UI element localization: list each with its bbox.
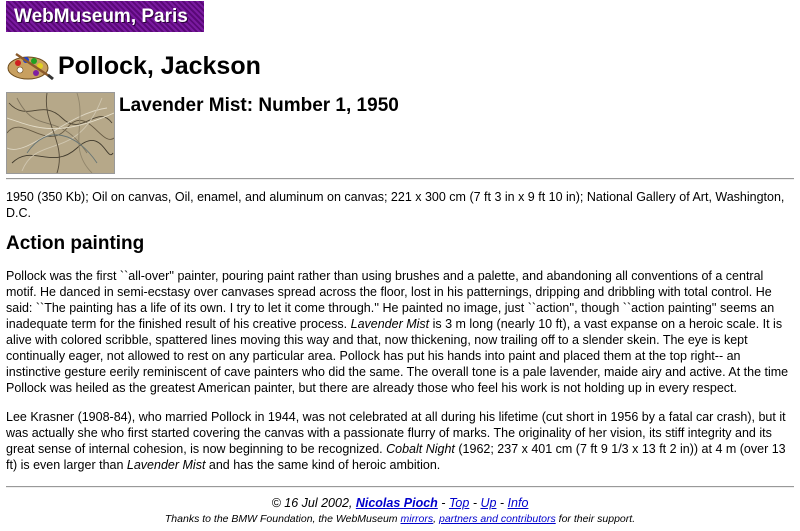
footer-nav (6, 495, 794, 512)
footer (6, 495, 794, 526)
author-link[interactable]: Nicolas Pioch (355, 496, 438, 510)
artist-header (6, 45, 794, 87)
copyright-text: © 16 Jul 2002, (271, 496, 356, 510)
p2-emphasis-2: Lavender Mist (126, 458, 206, 472)
p2-emphasis-1: Cobalt Night (386, 442, 455, 456)
paragraph-2 (6, 409, 794, 473)
p1-emphasis: Lavender Mist (350, 317, 430, 331)
up-link[interactable]: Up (480, 496, 497, 510)
separator: - (496, 496, 508, 510)
p2-text-c: and has the same kind of heroic ambition. (205, 458, 441, 472)
work-header (6, 92, 794, 174)
painting-thumbnail[interactable] (6, 92, 115, 174)
divider (6, 178, 794, 180)
footer-divider (6, 486, 794, 488)
thanks-text-a: Thanks to the BMW Foundation, the WebMuseum (164, 513, 401, 525)
thanks-text-b: for their support. (555, 513, 636, 525)
p1-text-b: is 3 m long (nearly 10 ft), a vast expanse on a heroic scale. It is alive with colored scribble, spattered lines moving this way and that, now thickening, now trailing off to a slender skein. The eye is kept continually eager, not allowed to rest on any particular area. Pollock has put his hands into paint and placed them at the top right-- an instinctive gesture eerily reminiscent of cave painters who did the same. The overall tone is a pale lavender, maide airy and active. At the time Pollock was heiled as the greatest American painter, but there are already those who feel his work is not holding up in every respect. (6, 317, 789, 395)
paragraph-1 (6, 268, 794, 396)
banner-label: WebMuseum, Paris (14, 6, 188, 27)
artist-name: Pollock, Jackson (58, 51, 261, 80)
work-details: 1950 (350 Kb); Oil on canvas, Oil, enamel, and aluminum on canvas; 221 x 300 cm (7 ft 3 in x 9 ft 10 in); National Gallery of Art, Washington, D.C. (6, 190, 785, 220)
p2-text-a: Lee Krasner (1908-84), who married Pollock in 1944, was not celebrated at all during his lifetime (cut short in 1956 by a fatal car crash), but it was actually she who first started covering the canvas with a passionate flurry of marks. The originality of her vision, its stiff integrity and its great sense of internal cohesion, is now beginning to be recognized. (6, 410, 786, 456)
thanks-line (6, 512, 794, 526)
work-title: Lavender Mist: Number 1, 1950 (119, 95, 399, 116)
p1-text-a: Pollock was the first ``all-over'' painter, pouring paint rather than using brushes and a palette, and abandoning all conventions of a central motif. He danced in semi-ecstasy over canvases spread across the floor, lost in his patternings, dripping and dribbling with total control. He said: ``The painting has a life of its own. I try to let it come through.'' He painted no image, just ``action'', though ``action painting'' seems an inadequate term for the finished result of his creative process. (6, 269, 775, 331)
top-link[interactable]: Top (448, 496, 470, 510)
separator: - (437, 496, 449, 510)
palette-icon (6, 50, 54, 82)
separator: - (469, 496, 481, 510)
thanks-comma: , (433, 513, 439, 525)
webmuseum-banner[interactable] (6, 1, 204, 32)
info-link[interactable]: Info (507, 496, 529, 510)
mirrors-link[interactable]: mirrors (400, 513, 434, 525)
section-heading: Action painting (6, 233, 145, 254)
p2-text-b: (1962; 237 x 401 cm (7 ft 9 1/3 x 13 ft 2 in)) at 4 m (over 13 ft) is even larger than (6, 442, 786, 472)
partners-link[interactable]: partners and contributors (439, 513, 556, 525)
